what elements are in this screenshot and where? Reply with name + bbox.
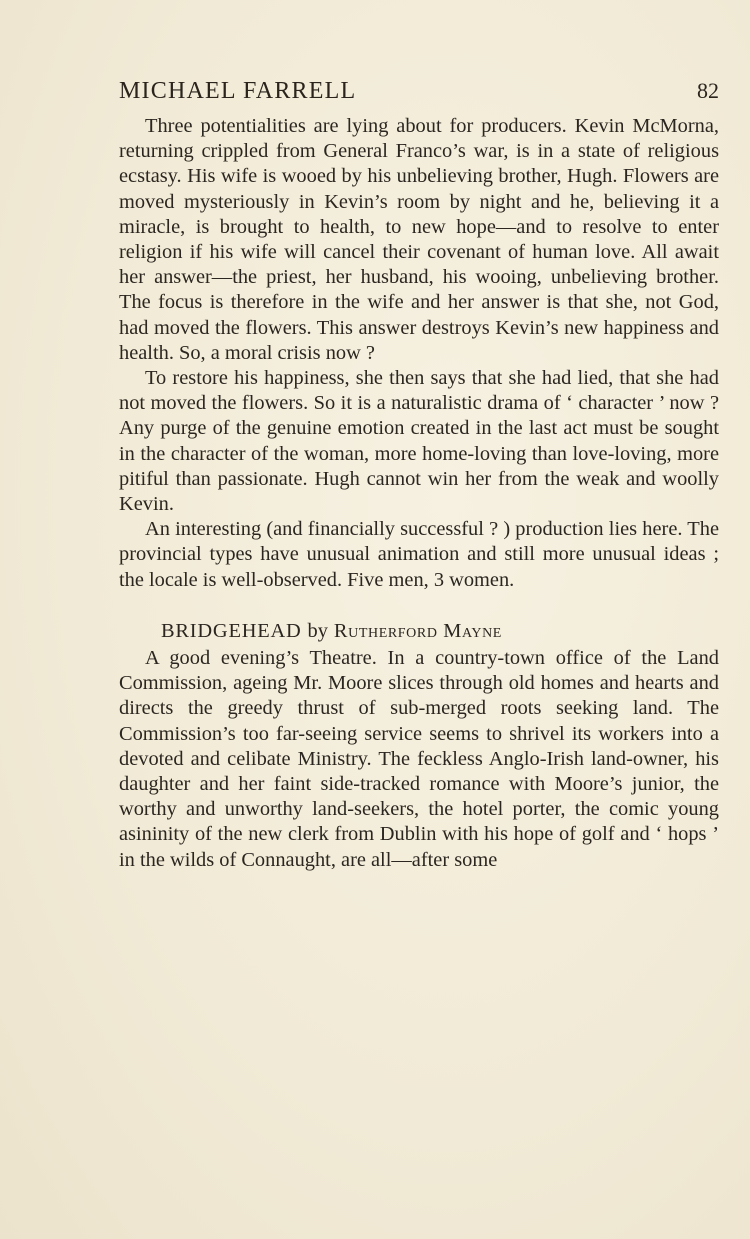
paragraph-2: To restore his happiness, she then says that she had lied, that she had not moved the flowers. So it is a naturalistic drama of ‘ character ’ now ? Any purge of the genuine emotion created in the last act must be sought in the character of the woman, more home-loving than love-loving, more pitiful than passionate. Hugh cannot win her from the weak and woolly Kevin. xyxy=(119,367,719,516)
page-number: 82 xyxy=(697,78,719,103)
book-page xyxy=(119,78,719,873)
section-author: Rutherford Mayne xyxy=(333,619,502,642)
section-title: BRIDGEHEAD xyxy=(161,619,302,642)
running-head xyxy=(119,78,719,114)
section-paragraph-1: A good evening’s Theatre. In a country-town office of the Land Commission, ageing Mr. Moore slices through old homes and hearts and directs the greedy thrust of sub-merged roots seeking land. The Commission’s too far-seeing service seems to shrivel its workers into a devoted and celibate Ministry. The feckless Anglo-Irish land-owner, his daughter and her faint side-tracked romance with Moore’s junior, the worthy and unworthy land-seekers, the hotel porter, the comic young asininity of the new clerk from Dublin with his hope of golf and ‘ hops ’ in the wilds of Connaught, are all—after some xyxy=(119,647,719,871)
paragraph-1: Three potentialities are lying about for producers. Kevin McMorna, returning crippled from General Franco’s war, is in a state of religious ecstasy. His wife is wooed by his unbelieving brother, Hugh. Flowers are moved mysteriously in Kevin’s room by night and he, believing it a miracle, is brought to health, to new hope—and to resolve to enter religion if his wife will cancel their covenant of human love. All await her answer—the priest, her husband, his wooing, unbelieving brother. The focus is therefore in the wife and her answer is that she, not God, had moved the flowers. This answer destroys Kevin’s new happiness and health. So, a moral crisis now ? xyxy=(119,115,719,364)
section-heading xyxy=(119,619,719,644)
section-by: by xyxy=(307,619,328,642)
paragraph-3: An interesting (and financially successful ? ) production lies here. The provincial types have unusual animation and still more unusual ideas ; the locale is well-observed. Five men, 3 women. xyxy=(119,518,719,591)
section-body-text xyxy=(119,646,719,873)
body-text xyxy=(119,114,719,593)
running-title: MICHAEL FARRELL xyxy=(119,78,357,104)
